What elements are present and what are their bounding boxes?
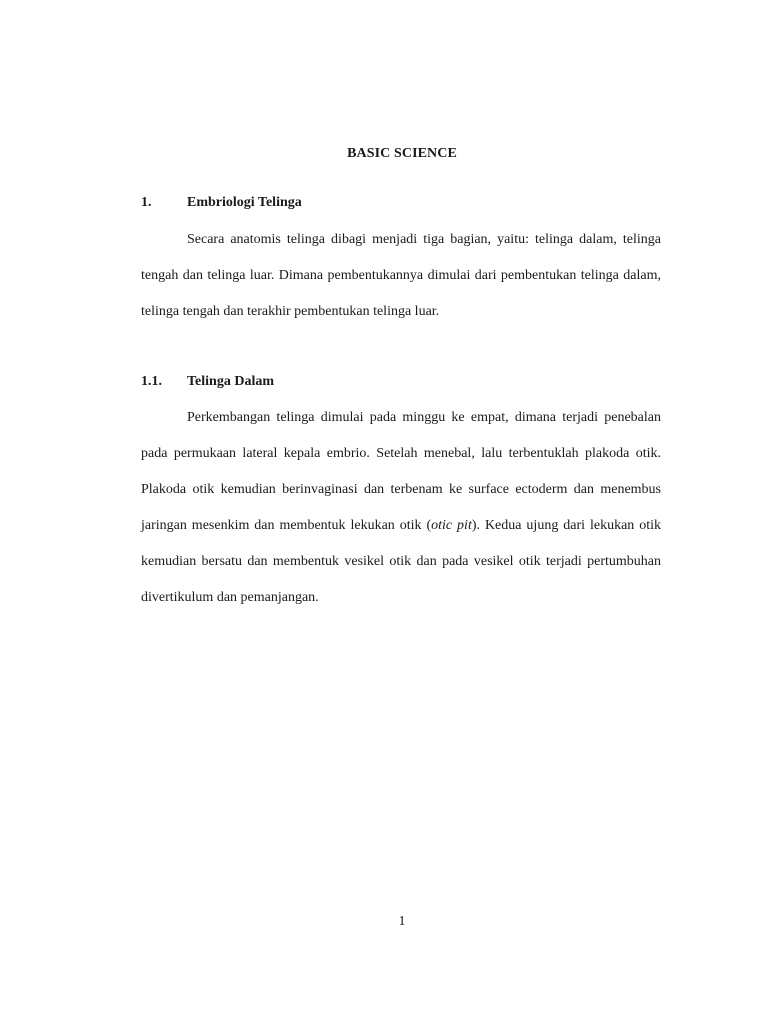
- section-title: Embriologi Telinga: [187, 195, 302, 210]
- section-heading-1: [141, 195, 302, 211]
- paragraph-text: ). Kedua ujung dari lekukan otik kemudian bersatu dan membentuk vesikel otik dan pada vesikel otik terjadi pertumbuhan divertikulum dan pemanjangan.: [141, 518, 661, 605]
- section-number: 1.: [141, 195, 152, 210]
- section-title: Telinga Dalam: [187, 374, 274, 389]
- page-number: 1: [398, 914, 406, 929]
- paragraph-text: Perkembangan telinga dimulai pada minggu ke empat, dimana terjadi penebalan pada permukaan lateral kepala embrio. Setelah menebal, lalu terbentuklah plakoda otik. Plakoda otik kemudian berinvaginasi dan terbenam ke surface ectoderm dan menembus jaringan mesenkim dan membentuk lekukan otik (: [141, 410, 661, 533]
- paragraph-italic-term: otic pit: [431, 518, 472, 533]
- section-number: 1.1.: [141, 374, 162, 389]
- paragraph-2: [141, 400, 661, 616]
- page-title: BASIC SCIENCE: [347, 146, 457, 161]
- section-heading-1-1: [141, 374, 274, 390]
- paragraph-1: Secara anatomis telinga dibagi menjadi tiga bagian, yaitu: telinga dalam, telinga tengah dan telinga luar. Dimana pembentukannya dimulai dari pembentukan telinga dalam, telinga tengah dan terakhir pembentukan telinga luar.: [141, 232, 661, 319]
